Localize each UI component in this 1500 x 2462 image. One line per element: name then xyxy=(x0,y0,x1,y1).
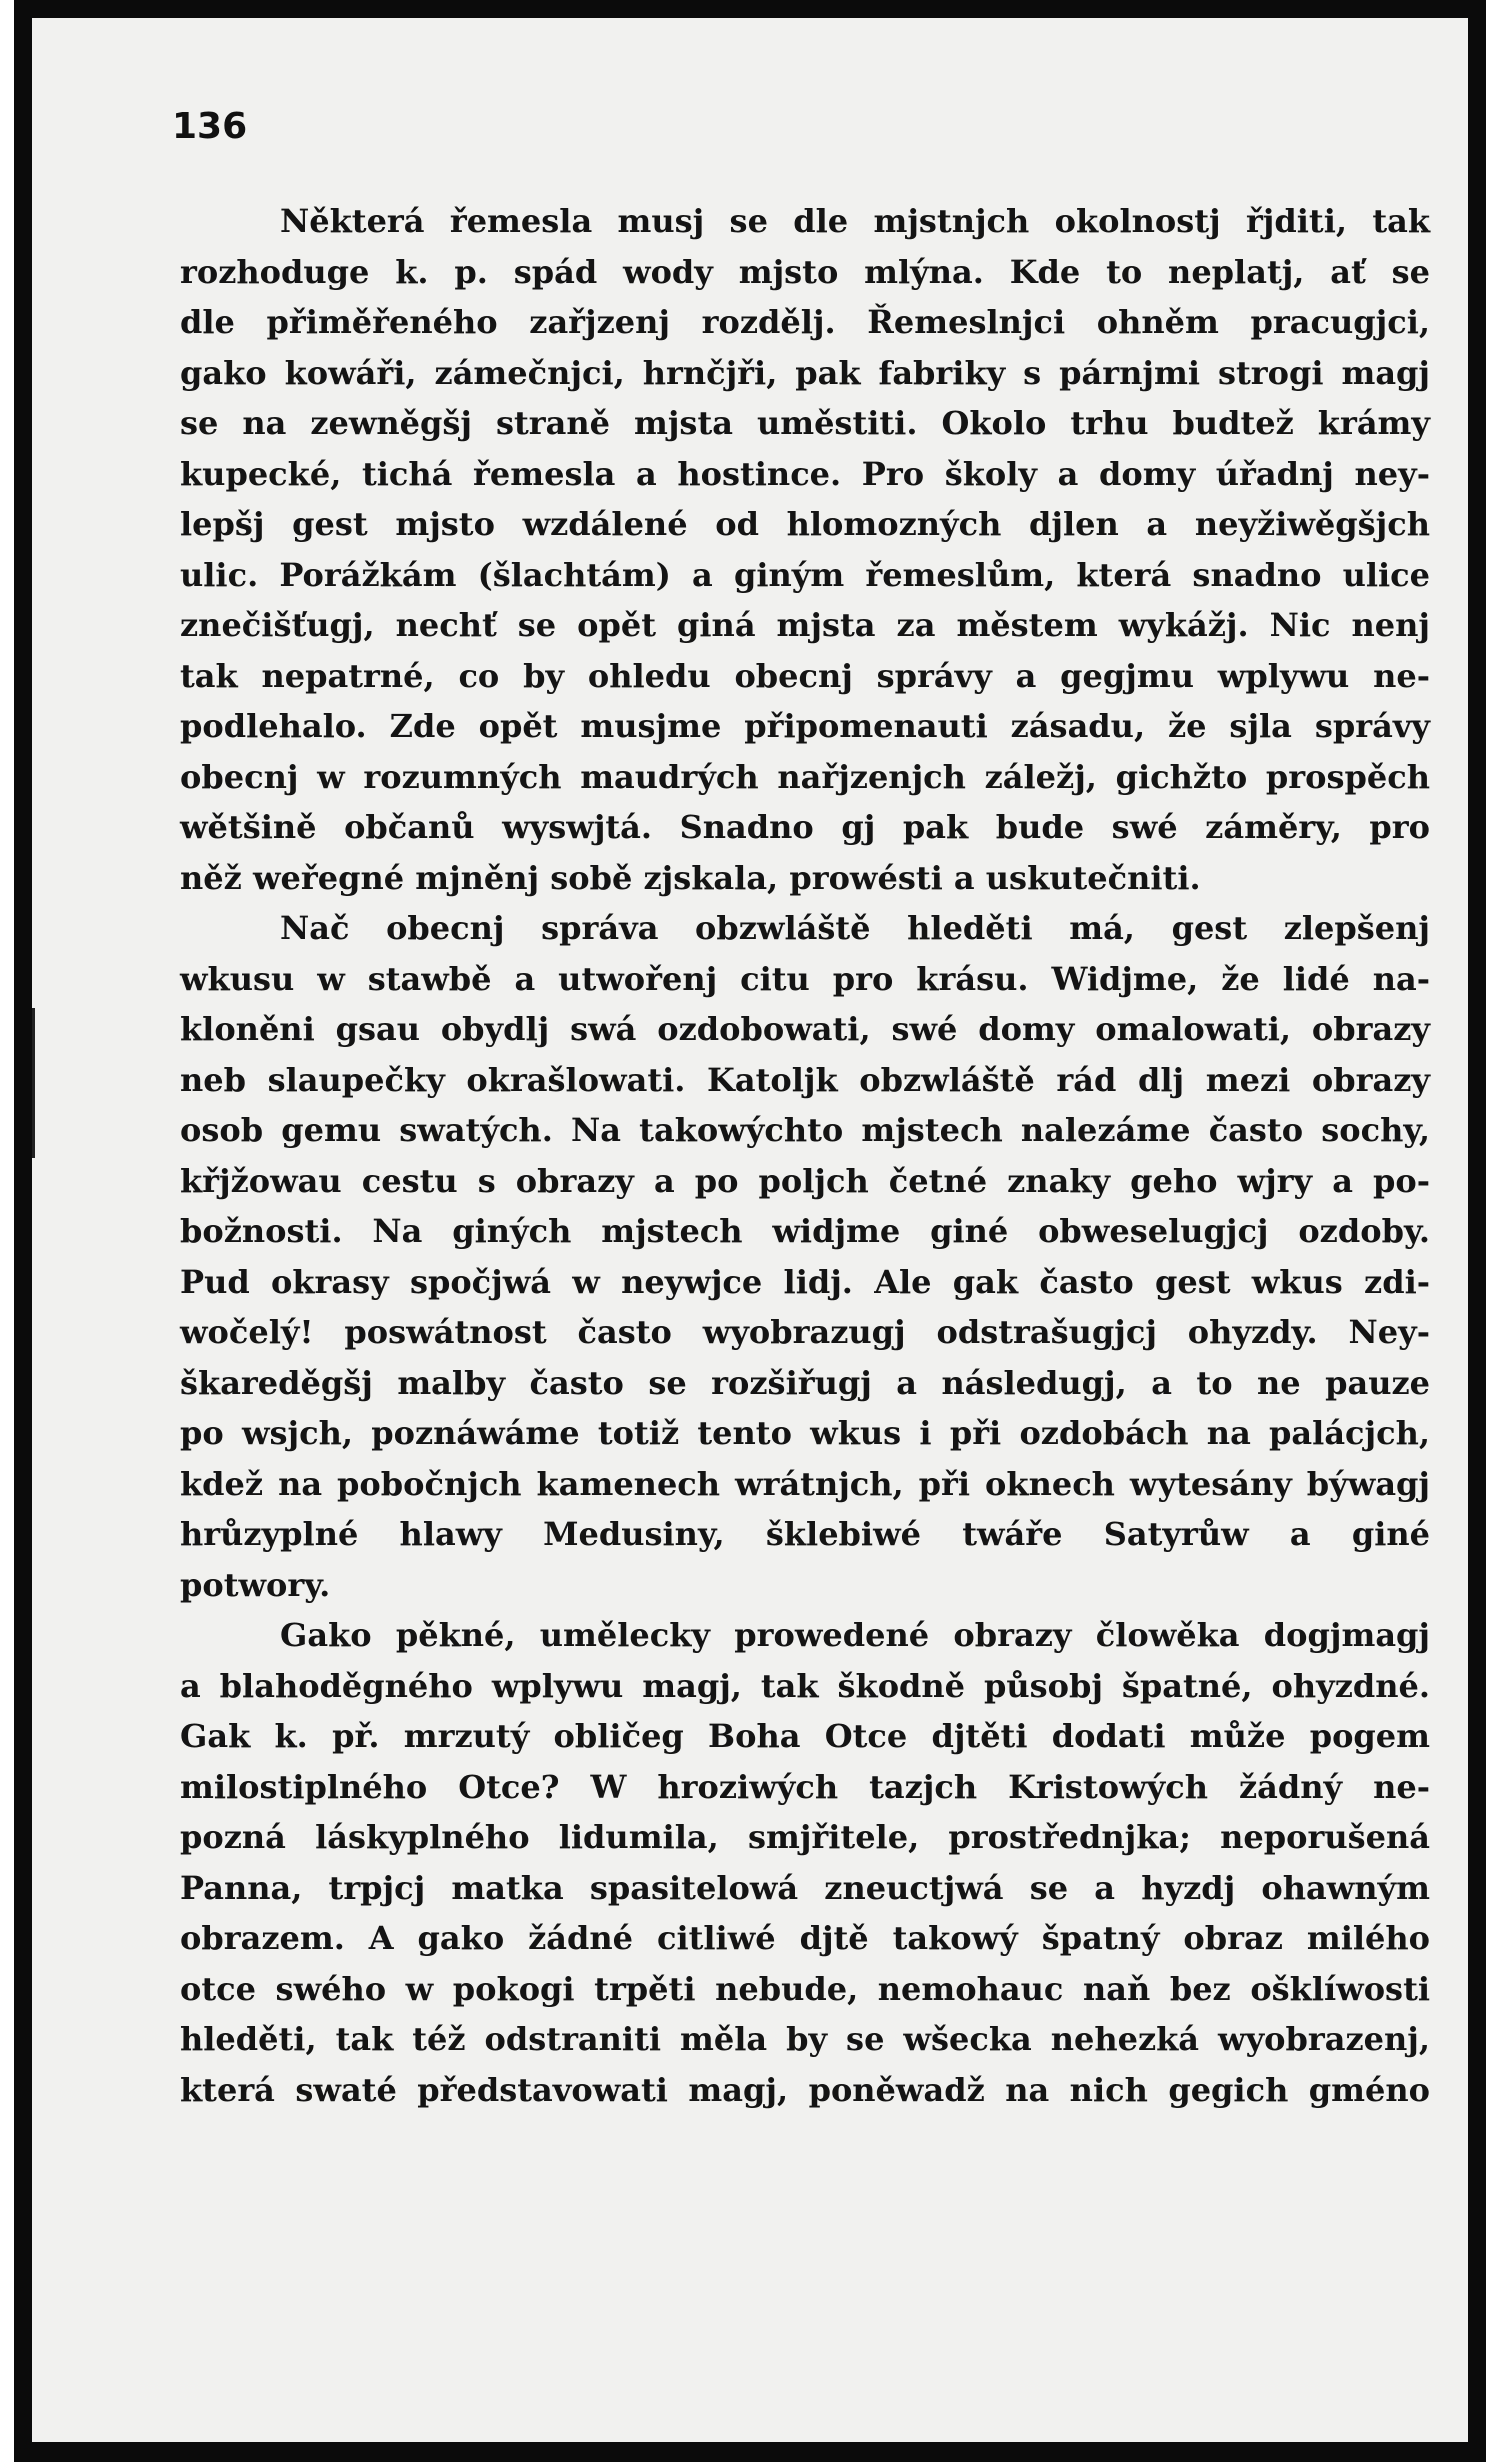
text-line: gako kowáři, zámečnjci, hrnčjři, pak fabriky s párnjmi strogi magj xyxy=(180,353,1430,392)
text-line: kdež na pobočnjch kamenech wrátnjch, při oknech wytesány býwagj xyxy=(180,1464,1430,1503)
text-line: hleděti, tak též odstraniti měla by se wšecka nehezká wyobrazenj, xyxy=(180,2020,1430,2058)
book-page xyxy=(32,18,1468,2442)
text-line: Panna, trpjcj matka spasitelowá zneuctjwá se a hyzdj ohawným xyxy=(180,1868,1430,1907)
text-line: dle přiměřeného zařjzenj rozdělj. Řemeslnjci ohněm pracugjci, xyxy=(180,303,1430,341)
paragraph xyxy=(180,1610,1430,2115)
text-line: Pud okrasy spočjwá w neywjce lidj. Ale gak často gest wkus zdi- xyxy=(180,1262,1430,1301)
text-line: podlehalo. Zde opět musjme připomenauti zásadu, že sjla správy xyxy=(180,707,1430,745)
text-line: kloněni gsau obydlj swá ozdobowati, swé domy omalowati, obrazy xyxy=(180,1010,1430,1048)
text-line: znečišťugj, nechť se opět giná mjsta za městem wykážj. Nic nenj xyxy=(180,606,1430,644)
text-line: milostiplného Otce? W hroziwých tazjch Kristowých žádný ne- xyxy=(180,1767,1430,1806)
paragraph xyxy=(180,196,1430,903)
paragraph xyxy=(180,903,1430,1610)
body-text xyxy=(180,196,1430,2115)
text-line: lepšj gest mjsto wzdálené od hlomozných djlen a neyžiwěgšjch xyxy=(180,505,1430,543)
text-line: osob gemu swatých. Na takowýchto mjstech nalezáme často sochy, xyxy=(180,1111,1430,1149)
text-line: po wsjch, poznáwáme totiž tento wkus i při ozdobách na palácjch, xyxy=(180,1414,1430,1452)
text-line: potwory. xyxy=(180,1565,331,1604)
text-line: wočelý! poswátnost často wyobrazugj odstrašugjcj ohyzdy. Ney- xyxy=(180,1313,1430,1351)
text-line: obrazem. A gako žádné citliwé djtě takowý špatný obraz milého xyxy=(180,1919,1430,1957)
text-line: rozhoduge k. p. spád wody mjsto mlýna. Kde to neplatj, ať se xyxy=(180,252,1430,291)
text-line: hrůzyplné hlawy Medusiny, šklebiwé twáře Satyrůw a giné xyxy=(180,1515,1430,1553)
text-line: otce swého w pokogi trpěti nebude, nemohauc naň bez ošklíwosti xyxy=(180,1969,1430,2008)
text-line: tak nepatrné, co by ohledu obecnj správy a gegjmu wplywu ne- xyxy=(180,656,1430,695)
text-line: která swaté představowati magj, poněwadž na nich gegich gméno xyxy=(180,2070,1430,2109)
text-line: škareděgšj malby často se rozšiřugj a následugj, a to ne pauze xyxy=(180,1363,1430,1402)
page-number: 136 xyxy=(172,106,248,147)
text-line: neb slaupečky okrašlowati. Katoljk obzwláště rád dlj mezi obrazy xyxy=(180,1060,1430,1099)
text-line: božnosti. Na giných mjstech widjme giné obweselugjcj ozdoby. xyxy=(180,1212,1430,1250)
text-line: kupecké, tichá řemesla a hostince. Pro školy a domy úřadnj ney- xyxy=(180,454,1430,493)
text-line: Gako pěkné, umělecky prowedené obrazy člowěka dogjmagj xyxy=(280,1616,1430,1654)
text-line: wkusu w stawbě a utwořenj citu pro krásu. Widjme, že lidé na- xyxy=(180,959,1430,998)
text-line: Nač obecnj správa obzwláště hleděti má, gest zlepšenj xyxy=(280,909,1430,947)
text-line: pozná láskyplného lidumila, smjřitele, prostřednjka; neporušená xyxy=(180,1818,1430,1856)
text-line: a blahoděgného wplywu magj, tak škodně působj špatné, ohyzdné. xyxy=(180,1666,1430,1705)
text-line: ulic. Porážkám (šlachtám) a giným řemeslům, která snadno ulice xyxy=(180,555,1430,594)
text-line: Některá řemesla musj se dle mjstnjch okolnostj řjditi, tak xyxy=(280,202,1430,240)
text-line: wětšině občanů wyswjtá. Snadno gj pak bude swé záměry, pro xyxy=(180,808,1430,846)
text-line: něž weřegné mjněnj sobě zjskala, prowésti a uskutečniti. xyxy=(180,858,1201,897)
text-line: se na zewněgšj straně mjsta uměstiti. Okolo trhu budtež krámy xyxy=(180,404,1430,442)
text-line: Gak k. př. mrzutý obličeg Boha Otce djtěti dodati může pogem xyxy=(180,1717,1430,1755)
text-line: obecnj w rozumných maudrých nařjzenjch záležj, gichžto prospěch xyxy=(180,757,1430,796)
scan-border xyxy=(14,0,1486,2462)
text-line: křjžowau cestu s obrazy a po poljch četné znaky geho wjry a po- xyxy=(180,1161,1430,1200)
margin-mark xyxy=(32,1008,35,1158)
